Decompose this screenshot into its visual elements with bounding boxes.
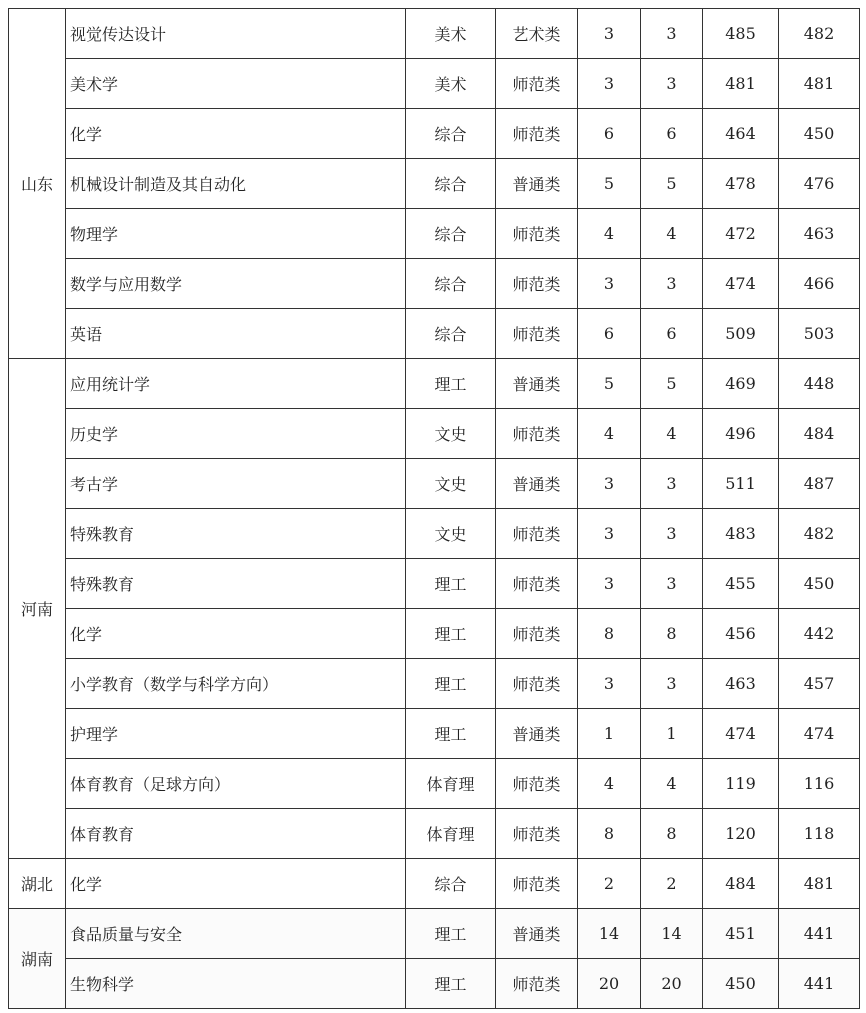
plan-count-cell: 5 bbox=[578, 159, 641, 209]
major-cell: 护理学 bbox=[66, 709, 406, 759]
table-row bbox=[9, 259, 860, 309]
plan-count-cell: 14 bbox=[578, 909, 641, 959]
subject-cell: 理工 bbox=[406, 909, 496, 959]
type-cell: 普通类 bbox=[496, 159, 578, 209]
major-cell: 化学 bbox=[66, 609, 406, 659]
plan-count-cell: 20 bbox=[578, 959, 641, 1009]
type-cell: 普通类 bbox=[496, 459, 578, 509]
lowest-score-cell: 457 bbox=[779, 659, 860, 709]
admitted-count-cell: 5 bbox=[641, 359, 703, 409]
highest-score-cell: 474 bbox=[703, 259, 779, 309]
major-cell: 小学教育（数学与科学方向） bbox=[66, 659, 406, 709]
subject-cell: 文史 bbox=[406, 459, 496, 509]
subject-cell: 理工 bbox=[406, 359, 496, 409]
table-body bbox=[9, 9, 860, 1009]
admitted-count-cell: 3 bbox=[641, 459, 703, 509]
type-cell: 师范类 bbox=[496, 509, 578, 559]
subject-cell: 理工 bbox=[406, 559, 496, 609]
highest-score-cell: 119 bbox=[703, 759, 779, 809]
lowest-score-cell: 481 bbox=[779, 859, 860, 909]
table-row bbox=[9, 359, 860, 409]
table-row bbox=[9, 659, 860, 709]
table-row bbox=[9, 759, 860, 809]
major-cell: 美术学 bbox=[66, 59, 406, 109]
type-cell: 师范类 bbox=[496, 809, 578, 859]
major-cell: 视觉传达设计 bbox=[66, 9, 406, 59]
subject-cell: 综合 bbox=[406, 159, 496, 209]
table-row bbox=[9, 959, 860, 1009]
admission-table-container bbox=[8, 8, 859, 1009]
province-cell: 山东 bbox=[9, 9, 66, 359]
plan-count-cell: 3 bbox=[578, 9, 641, 59]
subject-cell: 体育理 bbox=[406, 809, 496, 859]
subject-cell: 综合 bbox=[406, 859, 496, 909]
type-cell: 师范类 bbox=[496, 59, 578, 109]
admitted-count-cell: 8 bbox=[641, 809, 703, 859]
highest-score-cell: 451 bbox=[703, 909, 779, 959]
subject-cell: 综合 bbox=[406, 309, 496, 359]
type-cell: 师范类 bbox=[496, 609, 578, 659]
major-cell: 化学 bbox=[66, 109, 406, 159]
admission-table bbox=[8, 8, 860, 1009]
table-row bbox=[9, 509, 860, 559]
highest-score-cell: 463 bbox=[703, 659, 779, 709]
highest-score-cell: 456 bbox=[703, 609, 779, 659]
lowest-score-cell: 448 bbox=[779, 359, 860, 409]
type-cell: 师范类 bbox=[496, 109, 578, 159]
type-cell: 普通类 bbox=[496, 709, 578, 759]
admitted-count-cell: 2 bbox=[641, 859, 703, 909]
admitted-count-cell: 8 bbox=[641, 609, 703, 659]
lowest-score-cell: 441 bbox=[779, 959, 860, 1009]
admitted-count-cell: 6 bbox=[641, 309, 703, 359]
highest-score-cell: 472 bbox=[703, 209, 779, 259]
lowest-score-cell: 450 bbox=[779, 559, 860, 609]
subject-cell: 理工 bbox=[406, 959, 496, 1009]
type-cell: 师范类 bbox=[496, 659, 578, 709]
admitted-count-cell: 20 bbox=[641, 959, 703, 1009]
lowest-score-cell: 487 bbox=[779, 459, 860, 509]
lowest-score-cell: 442 bbox=[779, 609, 860, 659]
table-row bbox=[9, 709, 860, 759]
major-cell: 英语 bbox=[66, 309, 406, 359]
subject-cell: 文史 bbox=[406, 409, 496, 459]
type-cell: 师范类 bbox=[496, 309, 578, 359]
type-cell: 师范类 bbox=[496, 859, 578, 909]
lowest-score-cell: 116 bbox=[779, 759, 860, 809]
plan-count-cell: 6 bbox=[578, 109, 641, 159]
highest-score-cell: 469 bbox=[703, 359, 779, 409]
plan-count-cell: 8 bbox=[578, 809, 641, 859]
highest-score-cell: 483 bbox=[703, 509, 779, 559]
major-cell: 历史学 bbox=[66, 409, 406, 459]
subject-cell: 文史 bbox=[406, 509, 496, 559]
plan-count-cell: 3 bbox=[578, 659, 641, 709]
lowest-score-cell: 441 bbox=[779, 909, 860, 959]
admitted-count-cell: 4 bbox=[641, 409, 703, 459]
plan-count-cell: 2 bbox=[578, 859, 641, 909]
subject-cell: 理工 bbox=[406, 609, 496, 659]
plan-count-cell: 5 bbox=[578, 359, 641, 409]
admitted-count-cell: 3 bbox=[641, 59, 703, 109]
lowest-score-cell: 466 bbox=[779, 259, 860, 309]
plan-count-cell: 3 bbox=[578, 459, 641, 509]
lowest-score-cell: 503 bbox=[779, 309, 860, 359]
type-cell: 普通类 bbox=[496, 359, 578, 409]
plan-count-cell: 1 bbox=[578, 709, 641, 759]
table-row bbox=[9, 109, 860, 159]
plan-count-cell: 6 bbox=[578, 309, 641, 359]
table-row bbox=[9, 309, 860, 359]
highest-score-cell: 478 bbox=[703, 159, 779, 209]
plan-count-cell: 8 bbox=[578, 609, 641, 659]
table-row bbox=[9, 409, 860, 459]
subject-cell: 美术 bbox=[406, 9, 496, 59]
lowest-score-cell: 463 bbox=[779, 209, 860, 259]
province-cell: 湖南 bbox=[9, 909, 66, 1009]
subject-cell: 综合 bbox=[406, 209, 496, 259]
admitted-count-cell: 3 bbox=[641, 659, 703, 709]
table-row bbox=[9, 459, 860, 509]
major-cell: 特殊教育 bbox=[66, 559, 406, 609]
major-cell: 应用统计学 bbox=[66, 359, 406, 409]
table-row bbox=[9, 609, 860, 659]
lowest-score-cell: 482 bbox=[779, 509, 860, 559]
subject-cell: 美术 bbox=[406, 59, 496, 109]
type-cell: 师范类 bbox=[496, 559, 578, 609]
admitted-count-cell: 14 bbox=[641, 909, 703, 959]
highest-score-cell: 485 bbox=[703, 9, 779, 59]
major-cell: 考古学 bbox=[66, 459, 406, 509]
admitted-count-cell: 3 bbox=[641, 9, 703, 59]
type-cell: 师范类 bbox=[496, 209, 578, 259]
plan-count-cell: 4 bbox=[578, 409, 641, 459]
highest-score-cell: 450 bbox=[703, 959, 779, 1009]
admitted-count-cell: 4 bbox=[641, 759, 703, 809]
table-row bbox=[9, 59, 860, 109]
major-cell: 化学 bbox=[66, 859, 406, 909]
type-cell: 普通类 bbox=[496, 909, 578, 959]
major-cell: 体育教育（足球方向） bbox=[66, 759, 406, 809]
lowest-score-cell: 476 bbox=[779, 159, 860, 209]
major-cell: 物理学 bbox=[66, 209, 406, 259]
admitted-count-cell: 3 bbox=[641, 509, 703, 559]
major-cell: 机械设计制造及其自动化 bbox=[66, 159, 406, 209]
highest-score-cell: 481 bbox=[703, 59, 779, 109]
plan-count-cell: 4 bbox=[578, 209, 641, 259]
admitted-count-cell: 1 bbox=[641, 709, 703, 759]
highest-score-cell: 511 bbox=[703, 459, 779, 509]
table-row bbox=[9, 859, 860, 909]
admitted-count-cell: 6 bbox=[641, 109, 703, 159]
subject-cell: 综合 bbox=[406, 259, 496, 309]
plan-count-cell: 4 bbox=[578, 759, 641, 809]
table-row bbox=[9, 809, 860, 859]
highest-score-cell: 455 bbox=[703, 559, 779, 609]
table-row bbox=[9, 559, 860, 609]
major-cell: 体育教育 bbox=[66, 809, 406, 859]
admitted-count-cell: 3 bbox=[641, 559, 703, 609]
admitted-count-cell: 3 bbox=[641, 259, 703, 309]
major-cell: 食品质量与安全 bbox=[66, 909, 406, 959]
table-row bbox=[9, 909, 860, 959]
lowest-score-cell: 118 bbox=[779, 809, 860, 859]
table-row bbox=[9, 9, 860, 59]
type-cell: 师范类 bbox=[496, 759, 578, 809]
plan-count-cell: 3 bbox=[578, 59, 641, 109]
lowest-score-cell: 450 bbox=[779, 109, 860, 159]
highest-score-cell: 496 bbox=[703, 409, 779, 459]
lowest-score-cell: 484 bbox=[779, 409, 860, 459]
type-cell: 艺术类 bbox=[496, 9, 578, 59]
highest-score-cell: 484 bbox=[703, 859, 779, 909]
highest-score-cell: 120 bbox=[703, 809, 779, 859]
lowest-score-cell: 482 bbox=[779, 9, 860, 59]
province-cell: 湖北 bbox=[9, 859, 66, 909]
plan-count-cell: 3 bbox=[578, 559, 641, 609]
plan-count-cell: 3 bbox=[578, 259, 641, 309]
highest-score-cell: 464 bbox=[703, 109, 779, 159]
admitted-count-cell: 4 bbox=[641, 209, 703, 259]
province-cell: 河南 bbox=[9, 359, 66, 859]
highest-score-cell: 474 bbox=[703, 709, 779, 759]
type-cell: 师范类 bbox=[496, 959, 578, 1009]
lowest-score-cell: 474 bbox=[779, 709, 860, 759]
subject-cell: 理工 bbox=[406, 659, 496, 709]
subject-cell: 理工 bbox=[406, 709, 496, 759]
subject-cell: 综合 bbox=[406, 109, 496, 159]
highest-score-cell: 509 bbox=[703, 309, 779, 359]
table-row bbox=[9, 209, 860, 259]
plan-count-cell: 3 bbox=[578, 509, 641, 559]
type-cell: 师范类 bbox=[496, 259, 578, 309]
subject-cell: 体育理 bbox=[406, 759, 496, 809]
admitted-count-cell: 5 bbox=[641, 159, 703, 209]
table-row bbox=[9, 159, 860, 209]
major-cell: 特殊教育 bbox=[66, 509, 406, 559]
type-cell: 师范类 bbox=[496, 409, 578, 459]
lowest-score-cell: 481 bbox=[779, 59, 860, 109]
major-cell: 数学与应用数学 bbox=[66, 259, 406, 309]
major-cell: 生物科学 bbox=[66, 959, 406, 1009]
